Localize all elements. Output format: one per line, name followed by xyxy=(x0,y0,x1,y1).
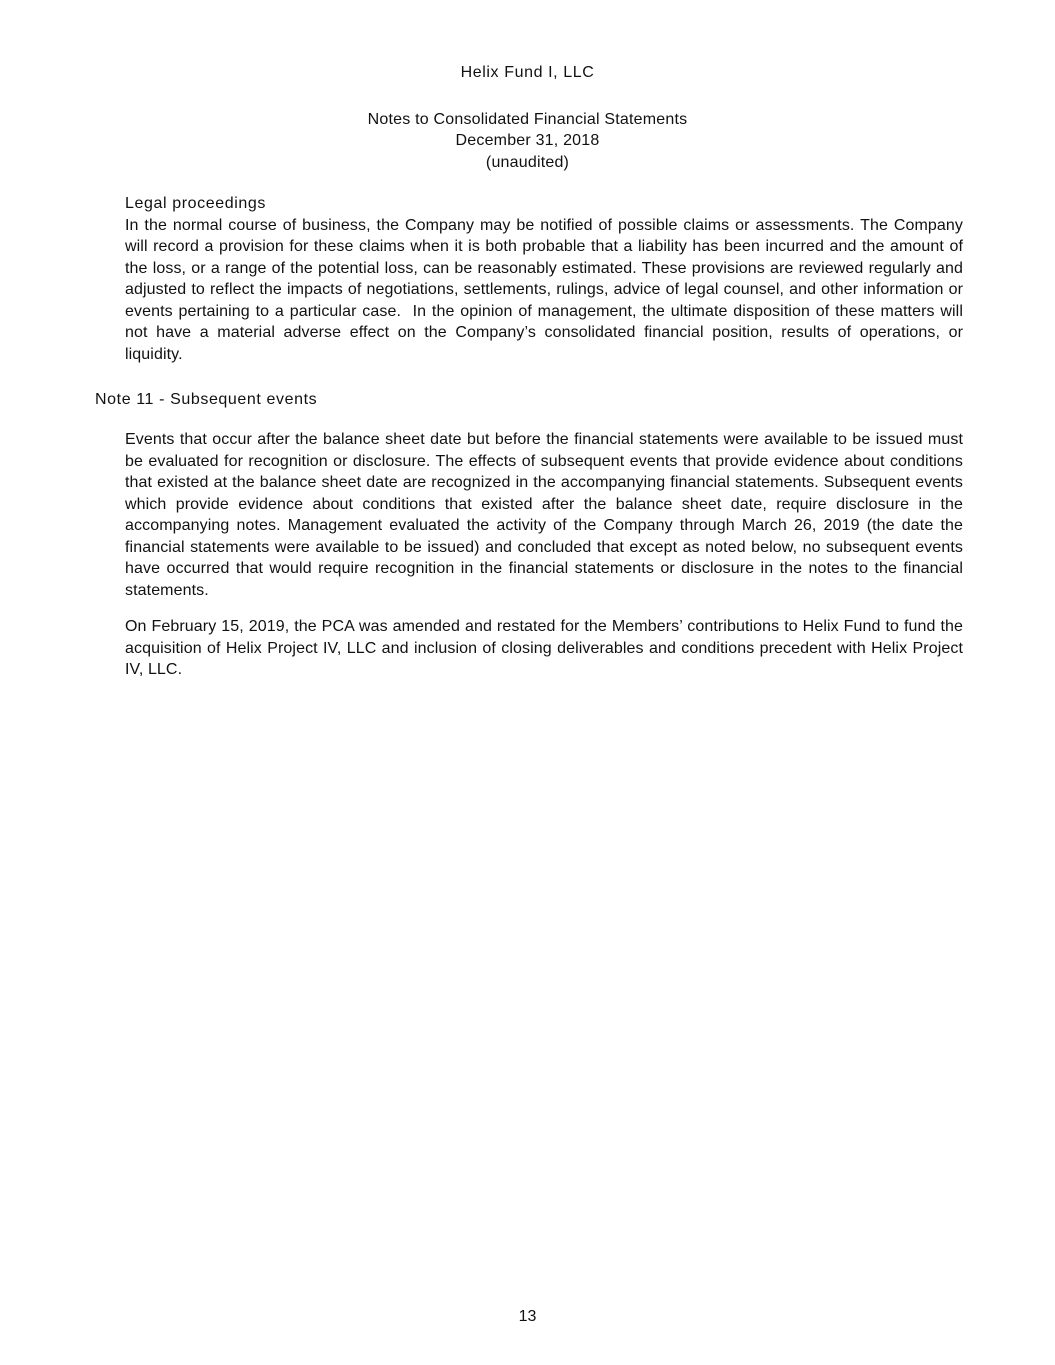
note11-heading: Note 11 - Subsequent events xyxy=(95,391,318,408)
legal-proceedings-section xyxy=(125,193,963,365)
page-footer xyxy=(0,1306,1055,1328)
audit-status: (unaudited) xyxy=(485,153,570,171)
company-name: Helix Fund I, LLC xyxy=(460,64,595,81)
document-date: December 31, 2018 xyxy=(455,132,600,149)
note11-paragraph-1: Events that occur after the balance sheet date but before the financial statements were available to be issued must be evaluated for recognition or disclosure. The effects of subsequent events that provide evidence about conditions that existed at the balance sheet date are recognized in the accompanying financial statements. Subsequent events which provide evidence about conditions that existed after the balance sheet date, require disclosure in the accompanying notes. Management evaluated the activity of the Company through March 26, 2019 (the date the financial statements were available to be issued) and concluded that except as noted below, no subsequent events have occurred that would require recognition in the financial statements or disclosure in the notes to the financial statements. xyxy=(125,431,963,599)
page-number: 13 xyxy=(518,1308,537,1325)
note11-paragraph-2: On February 15, 2019, the PCA was amended and restated for the Members’ contributions to Helix Fund to fund the acquisition of Helix Project IV, LLC and inclusion of closing deliverables and conditions precedent with Helix Project IV, LLC. xyxy=(125,618,963,678)
legal-proceedings-paragraph: In the normal course of business, the Company may be notified of possible claims or assessments. The Company will record a provision for these claims when it is both probable that a liability has been incurred and the amount of the loss, or a range of the potential loss, can be reasonably estimated. These provisions are reviewed regularly and adjusted to reflect the impacts of negotiations, settlements, rulings, advice of legal counsel, and other information or events pertaining to a particular case. In the opinion of management, the ultimate disposition of these matters will not have a material adverse effect on the Company’s consolidated financial position, results of operations, or liquidity. xyxy=(125,216,963,363)
document-subtitle-block xyxy=(0,109,1055,174)
document-header xyxy=(0,62,1055,173)
document-title: Notes to Consolidated Financial Statements xyxy=(367,110,688,128)
legal-proceedings-heading: Legal proceedings xyxy=(125,195,266,212)
